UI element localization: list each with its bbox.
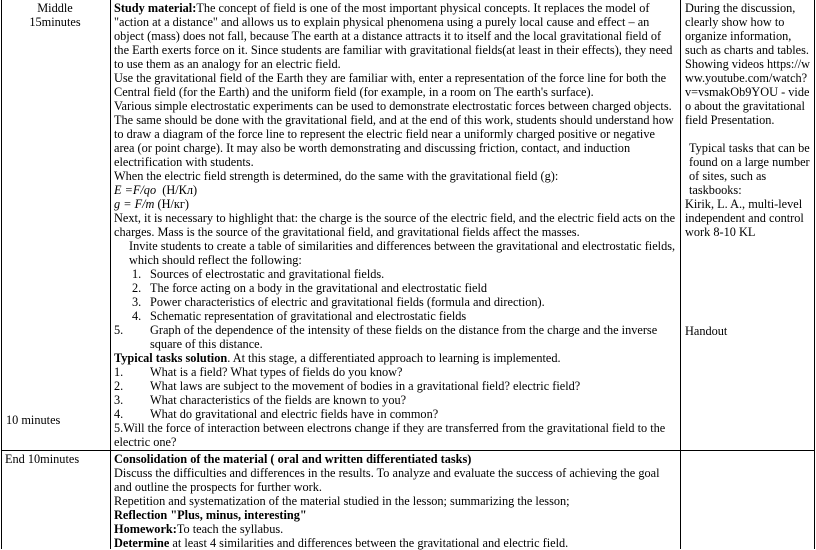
time-end-minutes: End 10minutes: [5, 452, 80, 466]
formula-e: E =F/qo (Н/Кл): [114, 183, 198, 197]
list-item: 4. Schematic representation of gravitational and electrostatic fields: [132, 309, 467, 323]
tasks-solution: Typical tasks solution. At this stage, a differentiated approach to learning is implemented.: [114, 351, 561, 365]
time-cell-middle: [2, 1, 108, 29]
resources-discussion: During the discussion, clearly show how to organize information, such as charts and tables.: [685, 1, 809, 57]
resources-tasks: Typical tasks that can be found on a large number of sites, such as taskbooks:: [689, 141, 810, 197]
question-item: 2. What laws are subject to the movement of bodies in a gravitational field? electric field?: [114, 379, 581, 393]
resources-cell: [685, 1, 811, 239]
study-highlight: Next, it is necessary to highlight that: the charge is the source of the electric field, and the electric field acts on the charges. Mass is the source of the gravitational field, and gravitational fields affect the masses.: [114, 211, 676, 239]
study-invite: Invite students to create a table of similarities and differences between the gravitational and electrostatic fields, which should reflect the following:: [129, 239, 676, 267]
consolidation-cell: [114, 452, 677, 550]
question-5: 5.Will the force of interaction between electrons change if they are transferred from the gravitational field to the electric one?: [114, 421, 666, 449]
study-gravity-use: Use the gravitational field of the Earth they are familiar with, enter a representation of the force line for both the Central field (for the Earth) and the uniform field (for example, in a room on The earth's surface).: [114, 71, 667, 99]
list-item: 3. Power characteristics of electric and gravitational fields (formula and direction).: [132, 295, 545, 309]
study-experiments: Various simple electrostatic experiments can be used to demonstrate electrostatic forces between charged objects. The same should be done with the gravitational field, and at the end of this work, students should understand how to draw a diagram of the force line to represent the electric field near a uniformly charged positive or negative area (or point charge). It may also be worth demonstrating and discussing friction, contact, and induction electrification with students.: [114, 99, 674, 169]
question-item: 4. What do gravitational and electric fields have in common?: [114, 407, 439, 421]
consolidation-homework: Homework:To teach the syllabus.: [114, 522, 284, 536]
list-item: 1. Sources of electrostatic and gravitational fields.: [132, 267, 385, 281]
formula-g: g = F/m (Н/кг): [114, 197, 189, 211]
study-strength: When the electric field strength is determined, do the same with the gravitational field (g):: [114, 169, 559, 183]
study-heading: Study material:: [114, 1, 197, 15]
study-material-cell: [114, 1, 677, 449]
table-border-right: [814, 0, 815, 549]
consolidation-reflection: Reflection "Plus, minus, interesting": [114, 508, 307, 522]
time-middle-minutes: 15minutes: [29, 15, 81, 29]
consolidation-repetition: Repetition and systematization of the material studied in the lesson; summarizing the lesson;: [114, 494, 570, 508]
question-item: 1. What is a field? What types of fields do you know?: [114, 365, 403, 379]
row-divider: [1, 450, 815, 451]
column-divider-time: [110, 0, 111, 549]
time-ten-minutes: 10 minutes: [6, 413, 61, 427]
tasks-heading: Typical tasks solution: [114, 351, 228, 365]
list-item-5: 5. Graph of the dependence of the intensity of these fields on the distance from the charge and the inverse square of this distance.: [114, 323, 658, 351]
consolidation-heading: Consolidation of the material ( oral and written differentiated tasks): [114, 452, 472, 466]
resources-kirik: Kirik, L. A., multi-level independent and control work 8-10 KL: [685, 197, 804, 239]
resources-videos: Showing videos https://www.youtube.com/watch?v=vsmakOb9YOU - video about the gravitational field Presentation.: [685, 57, 811, 127]
time-middle-label: Middle: [37, 1, 73, 15]
study-intro: Study material:The concept of field is one of the most important physical concepts. It replaces the model of "action at a distance" and allows us to explain physical phenomena using a purely local cause and effect – an object (mass) does not fall, because The earth at a distance attracts it to itself and the local gravitational field of the Earth exerts force on it. Since students are familiar with gravitational fields(at least in their effects), they need to use them as an analogy for an electric field.: [114, 1, 673, 71]
list-item: 2. The force acting on a body in the gravitational and electrostatic field: [132, 281, 488, 295]
column-divider-resources: [680, 0, 681, 549]
consolidation-determine: Determine at least 4 similarities and differences between the gravitational and electric field.: [114, 536, 569, 550]
question-item: 3. What characteristics of the fields are known to you?: [114, 393, 407, 407]
resources-handout: Handout: [685, 324, 728, 338]
table-border-left: [1, 0, 2, 549]
consolidation-discuss: Discuss the difficulties and differences in the results. To analyze and evaluate the success of achieving the goal and outline the prospects for further work.: [114, 466, 660, 494]
